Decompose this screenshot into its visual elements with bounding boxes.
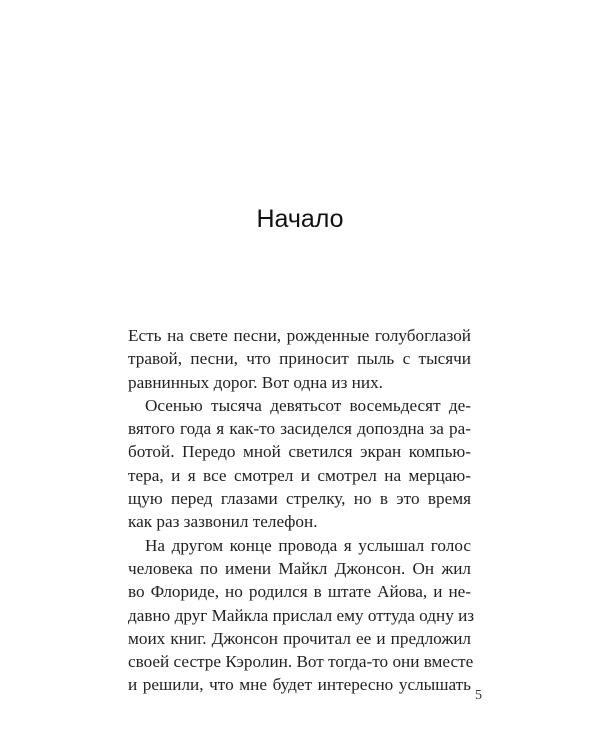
- text-line: травой, песни, что приносит пыль с тысячи: [128, 349, 471, 369]
- text-line: равнинных дорог. Вот одна из них.: [128, 372, 383, 392]
- chapter-title: Начало: [256, 205, 344, 233]
- text-line: человека по имени Майкл Джонсон. Он жил: [128, 558, 471, 578]
- body-text: [128, 324, 475, 697]
- text-line: во Флориде, но родился в штате Айова, и не-: [128, 582, 471, 602]
- text-line: вятого года я как-то засиделся допоздна за ра-: [128, 419, 471, 439]
- text-line: ботой. Передо мной светился экран компью-: [128, 442, 471, 462]
- text-line: своей сестре Кэролин. Вот тогда-то они вместе: [128, 652, 474, 672]
- text-line: Осенью тысяча девятьсот восемьдесят де-: [145, 395, 471, 415]
- text-line: моих книг. Джонсон прочитал ее и предложил: [128, 628, 471, 648]
- text-line: щую перед глазами стрелку, но в это время: [128, 489, 471, 509]
- text-line: давно друг Майкла прислал ему оттуда одну из: [128, 605, 475, 625]
- text-line: Есть на свете песни, рожденные голубоглазой: [128, 326, 471, 345]
- text-line: как раз зазвонил телефон.: [128, 512, 318, 532]
- text-line: На другом конце провода я услышал голос: [145, 535, 471, 555]
- text-line: тера, и я все смотрел и смотрел на мерцаю-: [128, 465, 471, 485]
- page-number: 5: [475, 688, 482, 703]
- text-line: и решили, что мне будет интересно услышать: [128, 675, 471, 695]
